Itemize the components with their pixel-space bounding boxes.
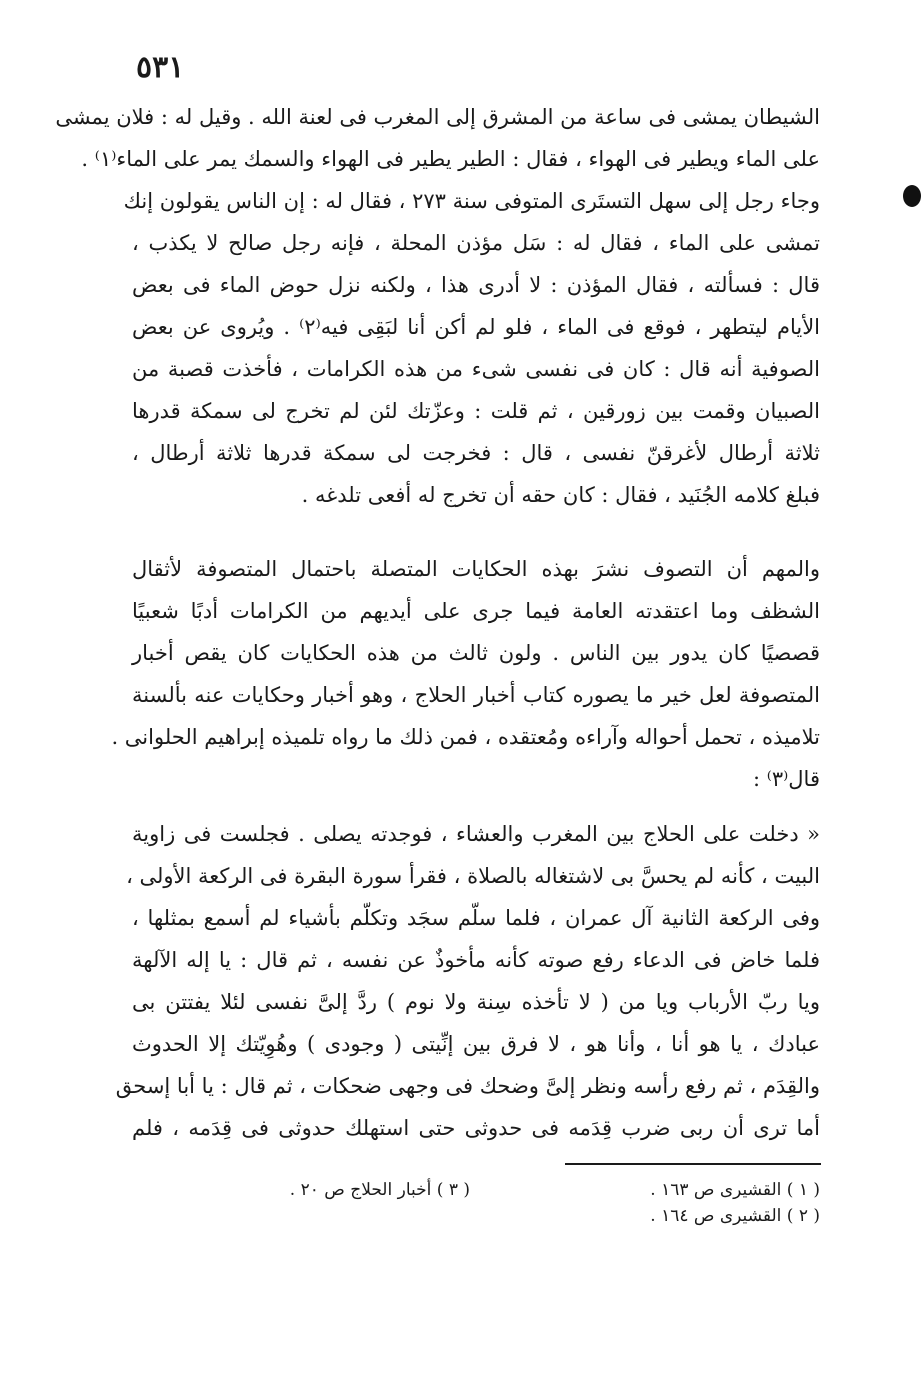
text-line: فلما خاض فى الدعاء رفع صوته كأنه مأخوذٌ عن نفسه ، ثم قال : يا إله الآلهة xyxy=(132,948,820,972)
footnote-1: ( ١ ) القشيرى ص ١٦٣ . xyxy=(650,1180,820,1200)
footnote-divider xyxy=(565,1163,821,1165)
text-line: والمهم أن التصوف نشرَ بهذه الحكايات المتصلة باحتمال المتصوفة لأثقال xyxy=(132,557,820,581)
page-number: ٥٣١ xyxy=(136,50,185,85)
footnote-2: ( ٢ ) القشيرى ص ١٦٤ . xyxy=(650,1206,820,1226)
footnote-row xyxy=(200,1177,820,1203)
text-line: ثلاثة أرطال لأغرقنّ نفسى ، قال : فخرجت لى سمكة قدرها ثلاثة أرطال ، xyxy=(132,441,820,465)
text-line: والقِدَم ، ثم رفع رأسه ونظر إلىَّ وضحك فى وجهى ضحكات ، ثم قال : يا أبا إسحق xyxy=(115,1074,820,1098)
paragraph-1 xyxy=(55,96,820,516)
paragraph-2 xyxy=(111,548,820,800)
text-line: الصبيان وقمت بين زورقين ، ثم قلت : وعزّتك لئن لم تخرج لى سمكة قدرها xyxy=(132,399,820,423)
text-line: وفى الركعة الثانية آل عمران ، فلما سلّم سجَد وتكلّم بأشياء لم أسمع بمثلها ، xyxy=(132,906,820,930)
text-line: تلاميذه ، تحمل أحواله وآراءه ومُعتقده ، فمن ذلك ما رواه تلميذه إبراهيم الحلوانى . xyxy=(111,725,820,749)
text-line: البيت ، كأنه لم يحسَّ بى لاشتغاله بالصلاة ، فقرأ سورة البقرة فى الركعة الأولى ، xyxy=(126,864,820,888)
text-line: وجاء رجل إلى سهل التستَرى المتوفى سنة ٢٧٣ ، فقال له : إن الناس يقولون إنك xyxy=(123,189,820,213)
text-line: المتصوفة لعل خير ما يصوره كتاب أخبار الحلاج ، وهو أخبار وحكايات عنه بألسنة xyxy=(132,683,820,707)
text-line: أما ترى أن ربى ضرب قِدَمه فى حدوثى حتى استهلك حدوثى فى قِدَمه ، فلم xyxy=(132,1116,820,1140)
text-line: قال⁽٣⁾ : xyxy=(752,767,820,791)
footnote-3: ( ٣ ) أخبار الحلاج ص ٢٠ . xyxy=(289,1180,470,1200)
footnotes xyxy=(200,1177,820,1229)
text-line: تمشى على الماء ، فقال له : سَل مؤذن المحلة ، فإنه رجل صالح لا يكذب ، xyxy=(132,231,820,255)
footnote-row xyxy=(200,1203,820,1229)
text-line: « دخلت على الحلاج بين المغرب والعشاء ، فوجدته يصلى . فجلست فى زاوية xyxy=(132,822,820,846)
margin-ink-dot xyxy=(903,185,921,207)
paragraph-3-quotation xyxy=(115,813,820,1149)
text-line: الشظف وما اعتقدته العامة فيما جرى على أيديهم من الكرامات أدبًا شعبيًا xyxy=(132,599,820,623)
text-line: الصوفية أنه قال : كان فى نفسى شىء من هذه الكرامات ، فأخذت قصبة من xyxy=(132,357,820,381)
text-line: فبلغ كلامه الجُنَيد ، فقال : كان حقه أن تخرج له أفعى تلدغه . xyxy=(301,483,820,507)
text-line: قال : فسألته ، فقال المؤذن : لا أدرى هذا ، ولكنه نزل حوض الماء فى بعض xyxy=(132,273,820,297)
text-line: قصصيًا كان يدور بين الناس . ولون ثالث من هذه الحكايات كان يقص أخبار xyxy=(132,641,820,665)
text-line: عبادك ، يا هو أنا ، وأنا هو ، لا فرق بين إنِّيتى ( وجودى ) وهُوِيّتك إلا الحدوث xyxy=(132,1032,820,1056)
text-line: ويا ربّ الأرباب ويا من ( لا تأخذه سِنة ولا نوم ) ردَّ إلىَّ نفسى لئلا يفتتن بى xyxy=(132,990,820,1014)
text-line: الأيام ليتطهر ، فوقع فى الماء ، فلو لم أكن أنا لبَقِى فيه⁽٢⁾ . ويُروى عن بعض xyxy=(132,315,820,339)
text-line: الشيطان يمشى فى ساعة من المشرق إلى المغرب فى لعنة الله . وقيل له : فلان يمشى xyxy=(55,105,820,129)
text-line: على الماء ويطير فى الهواء ، فقال : الطير يطير فى الهواء والسمك يمر على الماء⁽١⁾ . xyxy=(81,147,820,171)
